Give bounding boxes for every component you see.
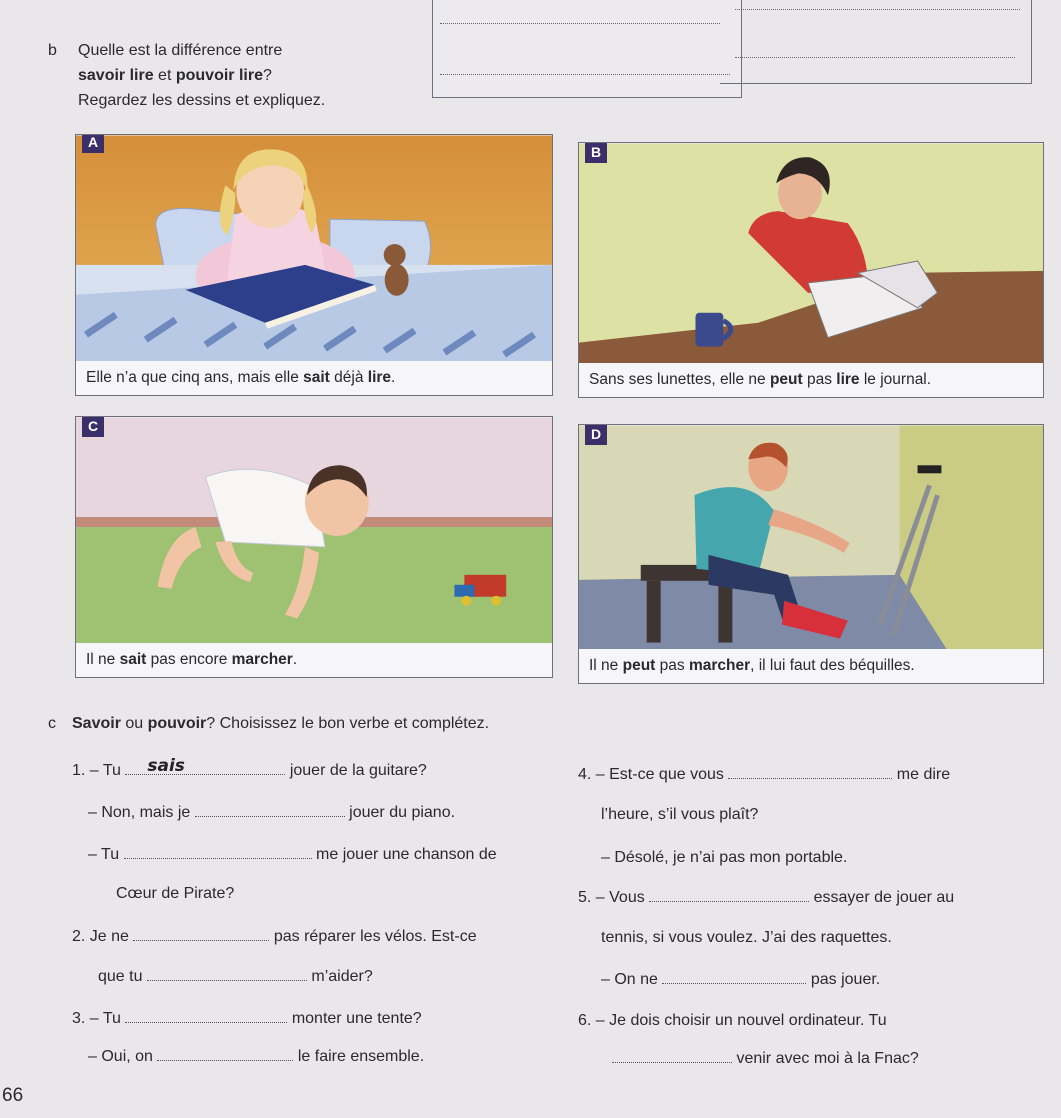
section-b-line3: Regardez les dessins et expliquez. <box>78 92 326 109</box>
ex2-line2 <box>98 966 373 987</box>
caption-text: Il ne <box>86 651 120 668</box>
text-ou: ou <box>120 715 148 732</box>
ex-text: pas jouer. <box>810 971 881 988</box>
panel-a-tag: A <box>82 134 104 153</box>
caption-bold: sait <box>119 651 147 668</box>
page-number: 66 <box>2 1085 24 1106</box>
panel-b-caption <box>579 363 1043 397</box>
ex2-line1 <box>72 926 477 947</box>
ex-text: 1. – Tu <box>72 762 121 779</box>
answer-field[interactable] <box>195 802 345 817</box>
handwritten-answer: sais <box>147 756 185 776</box>
caption-text: . <box>391 369 396 386</box>
answer-field[interactable] <box>147 966 307 981</box>
text-et: et <box>153 67 176 84</box>
answer-field[interactable] <box>125 1008 287 1023</box>
ex1-line3 <box>88 844 497 865</box>
bold-pouvoir-lire: pouvoir lire <box>175 67 263 84</box>
ex-text: jouer de la guitare? <box>289 762 427 779</box>
caption-text: Elle n’a que cinq ans, mais elle <box>86 369 304 386</box>
ex-text: 2. Je ne <box>72 928 129 945</box>
caption-bold: peut <box>769 371 803 388</box>
answer-field[interactable] <box>612 1048 732 1063</box>
illustration-woman-newspaper <box>579 143 1043 365</box>
caption-bold: sait <box>303 369 330 386</box>
panel-a-caption <box>76 361 552 395</box>
caption-bold: lire <box>367 369 392 386</box>
ex5-line1 <box>578 887 954 908</box>
panel-c <box>75 416 553 678</box>
ex-text: me jouer une chanson de <box>316 846 497 863</box>
illustration-baby-crawling <box>76 417 552 645</box>
caption-bold: marcher <box>688 657 751 674</box>
bold-savoir-lire: savoir lire <box>78 67 154 84</box>
ex6-line1: 6. – Je dois choisir un nouvel ordinateur. Tu <box>578 1012 887 1029</box>
ex4-line3: – Désolé, je n’ai pas mon portable. <box>601 849 848 866</box>
caption-text: Il ne <box>589 657 623 674</box>
illustration-man-crutches <box>579 425 1043 651</box>
section-c-heading <box>72 714 489 734</box>
ex-text: 4. – Est-ce que vous <box>578 766 724 783</box>
panel-a <box>75 134 553 396</box>
answer-line <box>735 9 1020 10</box>
ex-text: m’aider? <box>311 968 373 985</box>
caption-text: pas encore <box>146 651 232 668</box>
bold-savoir: Savoir <box>72 715 121 732</box>
answer-box <box>432 0 742 98</box>
caption-text: , il lui faut des béquilles. <box>750 657 915 674</box>
section-c-letter: c <box>48 715 56 732</box>
answer-line <box>440 74 730 75</box>
caption-text: . <box>292 651 298 668</box>
panel-d <box>578 424 1044 684</box>
panel-b <box>578 142 1044 398</box>
ex3-line2 <box>88 1046 424 1067</box>
section-b-line1: Quelle est la différence entre <box>78 42 283 59</box>
answer-field[interactable] <box>133 926 269 941</box>
panel-d-tag: D <box>585 424 607 445</box>
ex-text: essayer de jouer au <box>813 889 955 906</box>
ex6-line2 <box>612 1048 919 1069</box>
ex5-line3 <box>601 969 880 990</box>
ex-text: le faire ensemble. <box>297 1048 425 1065</box>
section-c-instruction: ? Choisissez le bon verbe et complétez. <box>206 715 490 732</box>
ex-text: – Oui, on <box>88 1048 153 1065</box>
answer-field[interactable] <box>728 764 892 779</box>
caption-text: pas <box>802 371 837 388</box>
ex3-line1 <box>72 1008 422 1029</box>
panel-d-caption <box>579 649 1043 683</box>
ex-text: venir avec moi à la Fnac? <box>736 1050 919 1067</box>
ex-text: – Tu <box>88 846 120 863</box>
ex-text: 3. – Tu <box>72 1010 121 1027</box>
caption-text: le journal. <box>859 371 932 388</box>
ex-text: 5. – Vous <box>578 889 645 906</box>
ex4-line2: l’heure, s’il vous plaît? <box>601 806 759 823</box>
ex1-line4: Cœur de Pirate? <box>116 885 235 902</box>
caption-text: pas <box>655 657 689 674</box>
answer-field[interactable] <box>662 969 806 984</box>
ex-text: pas réparer les vélos. Est-ce <box>273 928 477 945</box>
panel-c-caption <box>76 643 552 677</box>
illustration-girl-reading <box>76 135 552 363</box>
panel-c-tag: C <box>82 416 104 437</box>
answer-line <box>735 57 1015 58</box>
answer-field[interactable] <box>125 756 285 776</box>
caption-text: Sans ses lunettes, elle ne <box>589 371 770 388</box>
ex5-line2: tennis, si vous voulez. J’ai des raquettes. <box>601 929 892 946</box>
bold-pouvoir: pouvoir <box>147 715 207 732</box>
caption-text: déjà <box>329 369 368 386</box>
ex-text: – On ne <box>601 971 658 988</box>
caption-bold: marcher <box>231 651 293 668</box>
answer-field[interactable] <box>124 844 312 859</box>
ex-text: monter une tente? <box>291 1010 422 1027</box>
answer-box-right <box>720 0 1032 84</box>
ex4-line1 <box>578 764 950 785</box>
section-b-line2 <box>78 66 272 86</box>
answer-field[interactable] <box>157 1046 293 1061</box>
caption-bold: peut <box>622 657 656 674</box>
text-q: ? <box>262 67 272 84</box>
caption-bold: lire <box>836 371 860 388</box>
panel-b-tag: B <box>585 142 607 163</box>
answer-field[interactable] <box>649 887 809 902</box>
ex-text: jouer du piano. <box>349 804 456 821</box>
ex-text: me dire <box>896 766 951 783</box>
ex-text: – Non, mais je <box>88 804 191 821</box>
ex-text: que tu <box>98 968 143 985</box>
section-b-letter: b <box>48 42 57 59</box>
ex1-line2 <box>88 802 455 823</box>
answer-line <box>440 23 720 24</box>
ex1-line1 <box>72 756 427 781</box>
